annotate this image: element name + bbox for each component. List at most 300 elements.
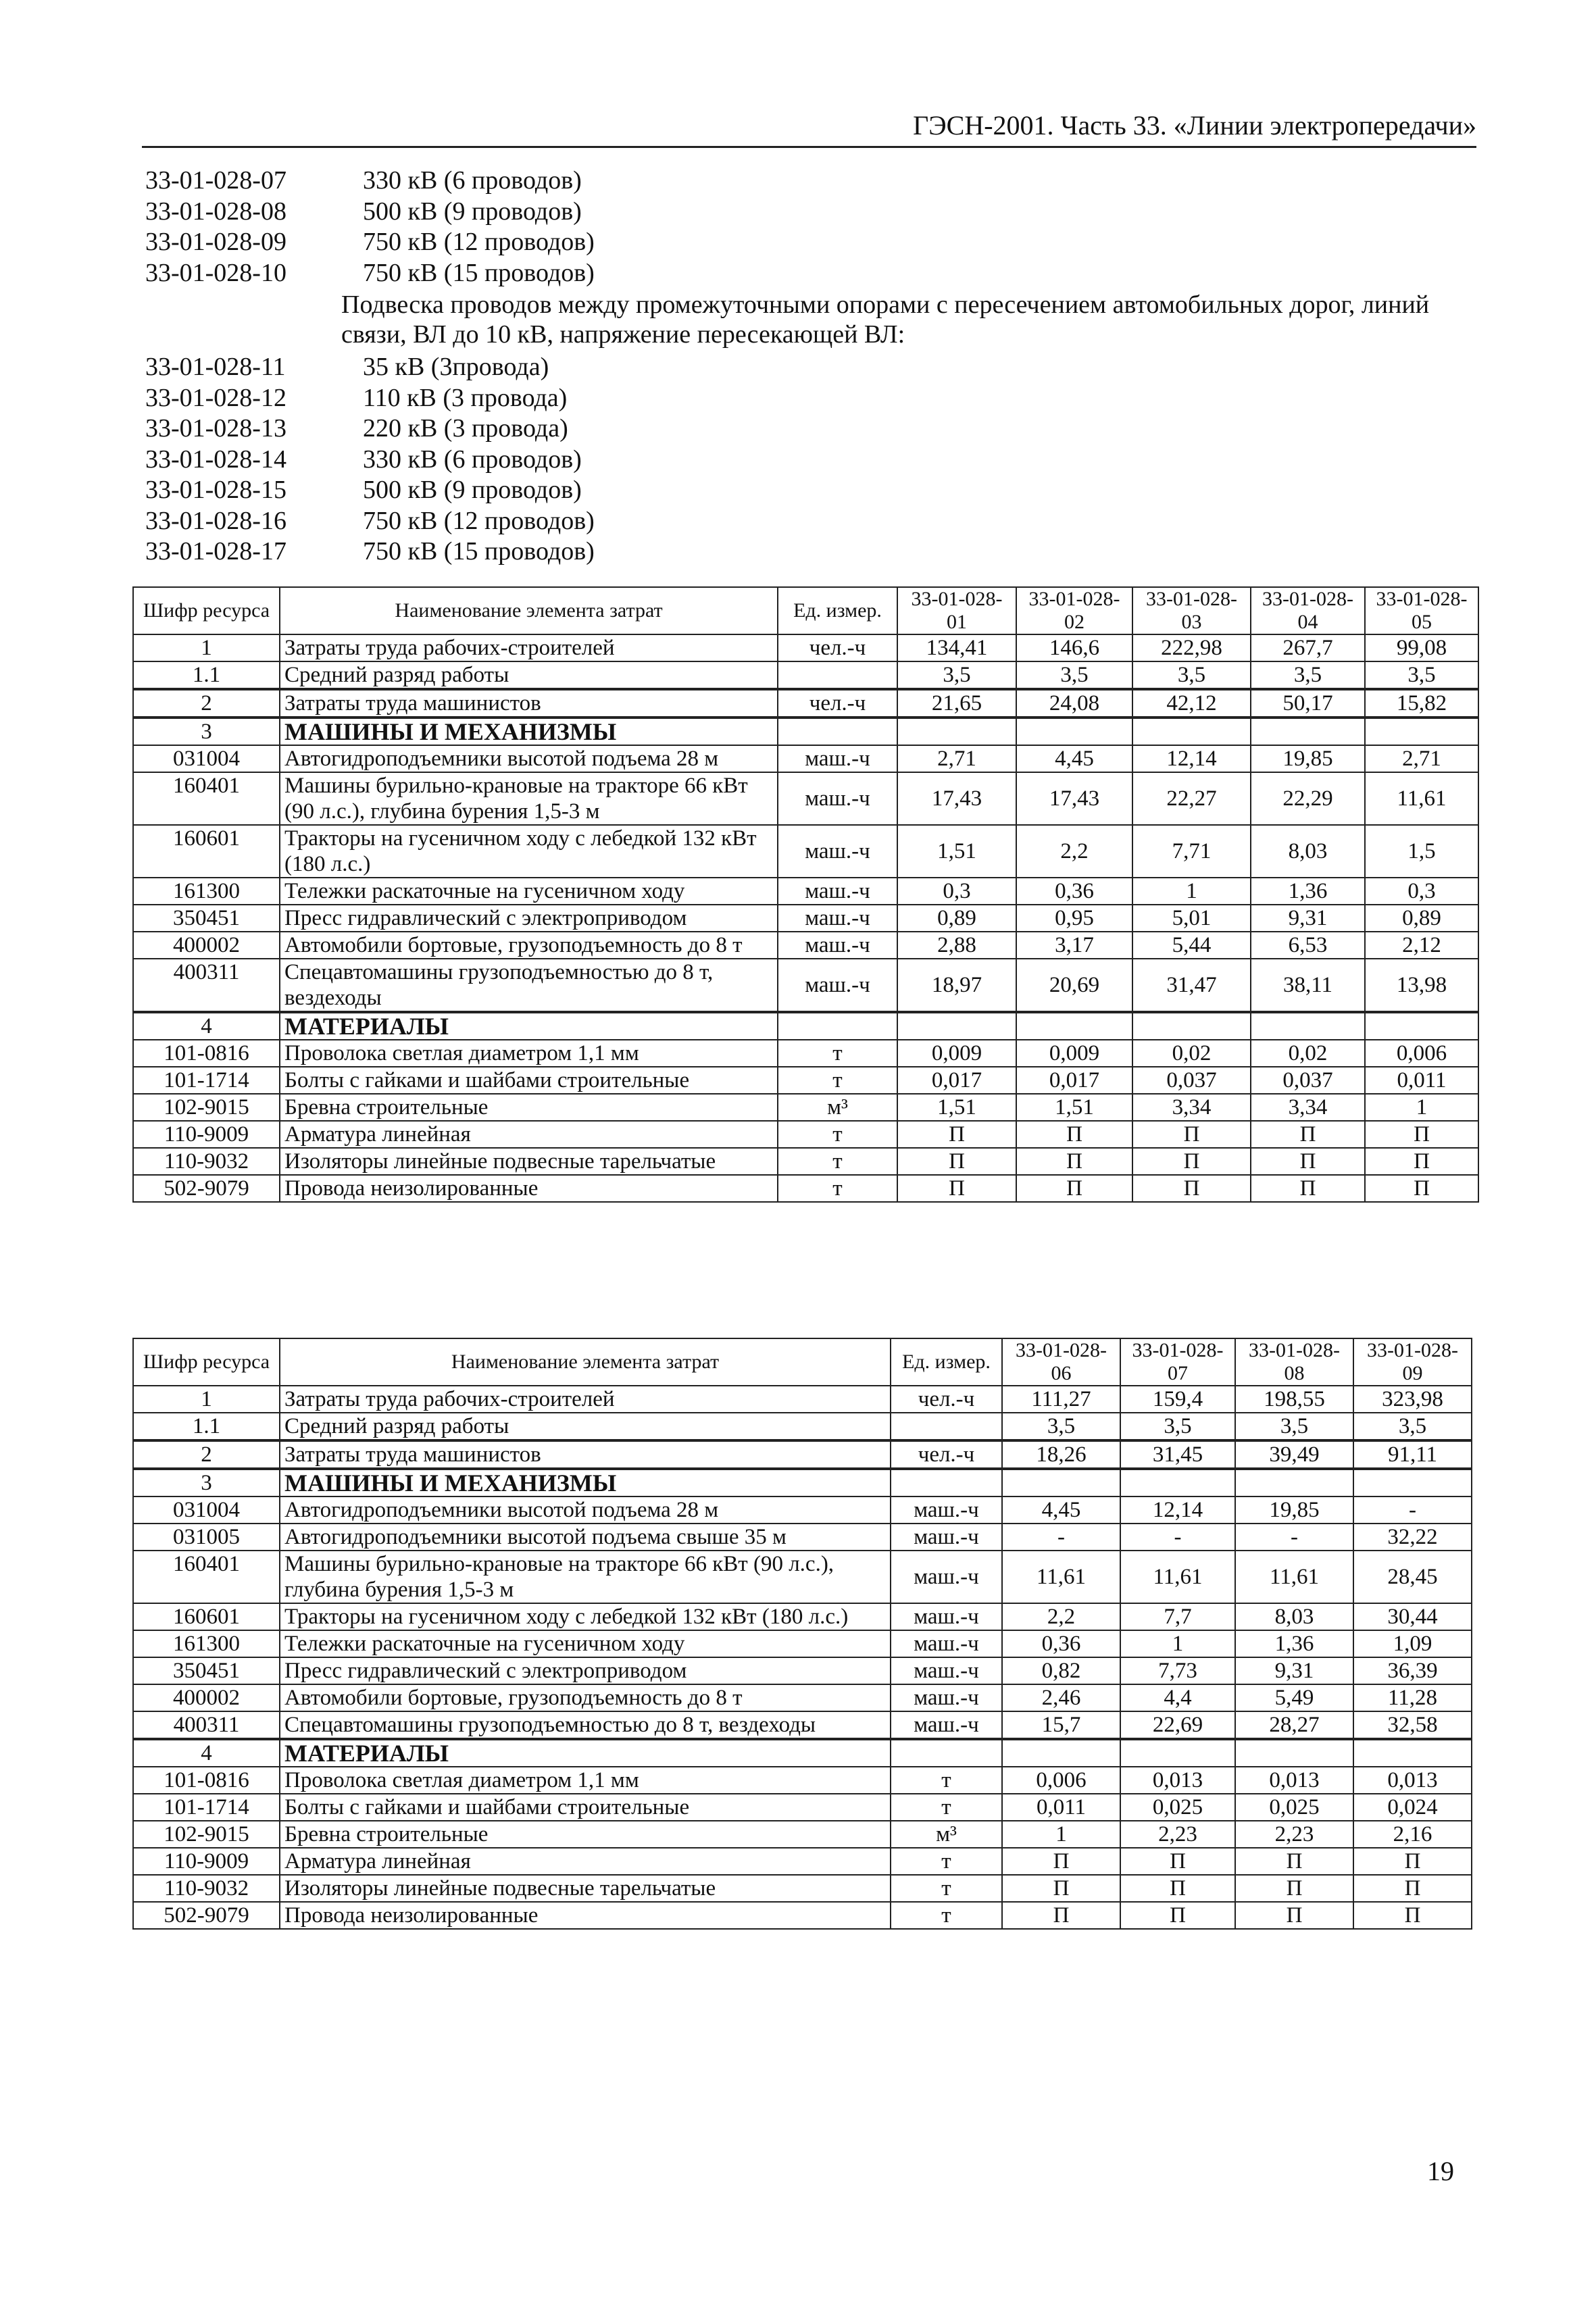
value-cell: П: [1365, 1148, 1478, 1175]
unit: маш.-ч: [778, 878, 897, 905]
resource-code: 160401: [133, 772, 280, 825]
value-cell: 0,02: [1132, 1040, 1251, 1067]
code-row: [145, 445, 1470, 476]
code-description: 35 кВ (3провода): [363, 353, 549, 381]
element-name: Машины бурильно-крановые на тракторе 66 кВт (90 л.с.), глубина бурения 1,5-3 м: [280, 1551, 891, 1603]
value-cell: 0,037: [1132, 1067, 1251, 1094]
value-cell: 4,45: [1002, 1496, 1120, 1524]
table-row: [133, 1440, 1472, 1469]
section-row: [133, 1469, 1472, 1496]
value-cell: 17,43: [897, 772, 1016, 825]
value-cell: 0,025: [1235, 1794, 1353, 1821]
value-cell: 3,17: [1016, 932, 1132, 959]
code-number: 33-01-028-07: [145, 166, 286, 195]
value-cell: 15,82: [1365, 689, 1478, 718]
value-cell: 22,29: [1251, 772, 1365, 825]
resource-code: 110-9032: [133, 1148, 280, 1175]
value-cell: [897, 718, 1016, 745]
table-row: [133, 1121, 1478, 1148]
code-description: 110 кВ (3 провода): [363, 383, 568, 412]
value-cell: 5,44: [1132, 932, 1251, 959]
value-cell: 22,69: [1120, 1711, 1235, 1739]
value-cell: 267,7: [1251, 634, 1365, 661]
value-cell: 4,4: [1120, 1684, 1235, 1711]
value-cell: [1353, 1469, 1472, 1496]
value-cell: П: [1235, 1848, 1353, 1875]
table-row: [133, 1067, 1478, 1094]
element-name: Бревна строительные: [280, 1094, 778, 1121]
value-cell: 1,09: [1353, 1630, 1472, 1657]
code-row: [145, 258, 1470, 289]
value-cell: 7,71: [1132, 825, 1251, 878]
value-cell: 2,23: [1120, 1821, 1235, 1848]
value-cell: П: [1132, 1148, 1251, 1175]
value-cell: 0,017: [1016, 1067, 1132, 1094]
header-row: [133, 1338, 1472, 1386]
element-name: МАТЕРИАЛЫ: [280, 1739, 891, 1767]
value-cell: П: [1002, 1848, 1120, 1875]
unit: м³: [778, 1094, 897, 1121]
code-number: 33-01-028-16: [145, 506, 286, 535]
value-cell: 0,013: [1120, 1767, 1235, 1794]
element-name: Арматура линейная: [280, 1121, 778, 1148]
value-cell: 0,037: [1251, 1067, 1365, 1094]
value-cell: 2,46: [1002, 1684, 1120, 1711]
table-row: [133, 1148, 1478, 1175]
value-cell: 2,71: [1365, 745, 1478, 772]
element-name: МАТЕРИАЛЫ: [280, 1012, 778, 1040]
value-cell: 3,5: [1120, 1413, 1235, 1440]
unit: маш.-ч: [778, 932, 897, 959]
table-row: [133, 1875, 1472, 1902]
value-cell: 50,17: [1251, 689, 1365, 718]
resource-code: 110-9009: [133, 1121, 280, 1148]
value-cell: 24,08: [1016, 689, 1132, 718]
unit: [891, 1469, 1002, 1496]
unit: маш.-ч: [891, 1551, 1002, 1603]
value-cell: 5,01: [1132, 905, 1251, 932]
element-name: Затраты труда машинистов: [280, 689, 778, 718]
value-cell: 0,89: [1365, 905, 1478, 932]
value-cell: 22,27: [1132, 772, 1251, 825]
element-name: Провода неизолированные: [280, 1902, 891, 1929]
table-row: [133, 1902, 1472, 1929]
unit: чел.-ч: [778, 689, 897, 718]
intro-text: Подвеска проводов между промежуточными опорами с пересечением автомобильных дорог, линий связи, ВЛ до 10 кВ, напряжение пересекающей ВЛ:: [341, 291, 1430, 349]
code-description: 750 кВ (15 проводов): [363, 537, 595, 565]
value-cell: 0,3: [1365, 878, 1478, 905]
table-row: [133, 1524, 1472, 1551]
value-cell: [1002, 1739, 1120, 1767]
code-row: [145, 166, 1470, 197]
value-cell: 0,006: [1365, 1040, 1478, 1067]
value-cell: 0,36: [1002, 1630, 1120, 1657]
value-cell: П: [897, 1148, 1016, 1175]
value-cell: 2,23: [1235, 1821, 1353, 1848]
element-name: МАШИНЫ И МЕХАНИЗМЫ: [280, 718, 778, 745]
value-cell: [1016, 718, 1132, 745]
value-cell: П: [1251, 1175, 1365, 1202]
value-cell: 3,5: [1365, 661, 1478, 689]
resource-code: 350451: [133, 1657, 280, 1684]
header-column-code: 33-01-028-05: [1365, 587, 1478, 634]
value-cell: 91,11: [1353, 1440, 1472, 1469]
value-cell: 0,013: [1353, 1767, 1472, 1794]
value-cell: П: [1016, 1175, 1132, 1202]
table-row: [133, 745, 1478, 772]
table-row: [133, 878, 1478, 905]
value-cell: П: [1120, 1902, 1235, 1929]
value-cell: 2,88: [897, 932, 1016, 959]
code-description: 330 кВ (6 проводов): [363, 166, 582, 195]
unit: т: [891, 1848, 1002, 1875]
value-cell: 3,5: [1002, 1413, 1120, 1440]
value-cell: 7,7: [1120, 1603, 1235, 1630]
value-cell: П: [1235, 1875, 1353, 1902]
value-cell: 0,009: [897, 1040, 1016, 1067]
value-cell: 323,98: [1353, 1386, 1472, 1413]
resource-code: 161300: [133, 1630, 280, 1657]
table-row: [133, 1496, 1472, 1524]
code-description: 750 кВ (12 проводов): [363, 228, 595, 256]
value-cell: 15,7: [1002, 1711, 1120, 1739]
value-cell: П: [1353, 1848, 1472, 1875]
value-cell: 18,26: [1002, 1440, 1120, 1469]
unit: маш.-ч: [891, 1496, 1002, 1524]
value-cell: 2,2: [1016, 825, 1132, 878]
value-cell: П: [1235, 1902, 1353, 1929]
unit: [891, 1739, 1002, 1767]
element-name: Изоляторы линейные подвесные тарельчатые: [280, 1875, 891, 1902]
unit: маш.-ч: [891, 1603, 1002, 1630]
value-cell: 4,45: [1016, 745, 1132, 772]
section-row: [133, 1012, 1478, 1040]
value-cell: 18,97: [897, 959, 1016, 1012]
resource-code: 2: [133, 689, 280, 718]
value-cell: [1235, 1469, 1353, 1496]
value-cell: П: [1120, 1848, 1235, 1875]
resource-code: 101-1714: [133, 1794, 280, 1821]
value-cell: 159,4: [1120, 1386, 1235, 1413]
table-row: [133, 1603, 1472, 1630]
value-cell: [1016, 1012, 1132, 1040]
resource-code: 031005: [133, 1524, 280, 1551]
unit: маш.-ч: [891, 1524, 1002, 1551]
header-title: ГЭСН-2001. Часть 33. «Линии электропередачи»: [913, 110, 1476, 141]
running-header: [142, 107, 1476, 148]
value-cell: [1120, 1739, 1235, 1767]
value-cell: 2,2: [1002, 1603, 1120, 1630]
value-cell: 38,11: [1251, 959, 1365, 1012]
value-cell: -: [1002, 1524, 1120, 1551]
value-cell: 8,03: [1251, 825, 1365, 878]
unit: маш.-ч: [778, 825, 897, 878]
header-column-code: 33-01-028-09: [1353, 1338, 1472, 1386]
value-cell: 134,41: [897, 634, 1016, 661]
unit: т: [778, 1148, 897, 1175]
value-cell: 20,69: [1016, 959, 1132, 1012]
value-cell: 3,5: [1235, 1413, 1353, 1440]
value-cell: 99,08: [1365, 634, 1478, 661]
value-cell: [1353, 1739, 1472, 1767]
table-row: [133, 905, 1478, 932]
value-cell: [1120, 1469, 1235, 1496]
resource-code: 1: [133, 1386, 280, 1413]
value-cell: 19,85: [1235, 1496, 1353, 1524]
unit: чел.-ч: [778, 634, 897, 661]
value-cell: 146,6: [1016, 634, 1132, 661]
value-cell: 32,22: [1353, 1524, 1472, 1551]
value-cell: 3,5: [1251, 661, 1365, 689]
table-row: [133, 689, 1478, 718]
value-cell: 3,5: [1353, 1413, 1472, 1440]
value-cell: 3,5: [1132, 661, 1251, 689]
value-cell: 0,009: [1016, 1040, 1132, 1067]
unit: маш.-ч: [891, 1711, 1002, 1739]
value-cell: 0,006: [1002, 1767, 1120, 1794]
unit: т: [891, 1875, 1002, 1902]
unit: маш.-ч: [778, 772, 897, 825]
resource-table-2: [132, 1338, 1472, 1930]
value-cell: 11,61: [1120, 1551, 1235, 1603]
value-cell: 0,025: [1120, 1794, 1235, 1821]
unit: чел.-ч: [891, 1440, 1002, 1469]
value-cell: [1365, 718, 1478, 745]
unit: т: [778, 1067, 897, 1094]
value-cell: 12,14: [1120, 1496, 1235, 1524]
value-cell: 1,36: [1235, 1630, 1353, 1657]
code-row: [145, 352, 1470, 383]
value-cell: 0,82: [1002, 1657, 1120, 1684]
element-name: Автогидроподъемники высотой подъема 28 м: [280, 1496, 891, 1524]
element-name: Спецавтомашины грузоподъемностью до 8 т, вездеходы: [280, 959, 778, 1012]
code-number: 33-01-028-08: [145, 197, 286, 226]
unit: [778, 718, 897, 745]
resource-code: 400002: [133, 1684, 280, 1711]
header-column-code: 33-01-028-04: [1251, 587, 1365, 634]
header-column-code: 33-01-028-02: [1016, 587, 1132, 634]
resource-code: 1.1: [133, 661, 280, 689]
value-cell: 0,02: [1251, 1040, 1365, 1067]
value-cell: П: [897, 1121, 1016, 1148]
element-name: Провода неизолированные: [280, 1175, 778, 1202]
element-name: Машины бурильно-крановые на тракторе 66 кВт (90 л.с.), глубина бурения 1,5-3 м: [280, 772, 778, 825]
element-name: Средний разряд работы: [280, 661, 778, 689]
element-name: Автогидроподъемники высотой подъема 28 м: [280, 745, 778, 772]
header-cipher: Шифр ресурса: [133, 1338, 280, 1386]
resource-code: 160601: [133, 825, 280, 878]
unit: маш.-ч: [891, 1657, 1002, 1684]
value-cell: [897, 1012, 1016, 1040]
resource-code: 3: [133, 718, 280, 745]
resource-code: 031004: [133, 1496, 280, 1524]
resource-code: 102-9015: [133, 1094, 280, 1121]
element-name: Спецавтомашины грузоподъемностью до 8 т, вездеходы: [280, 1711, 891, 1739]
value-cell: 1,36: [1251, 878, 1365, 905]
value-cell: 11,61: [1235, 1551, 1353, 1603]
code-row: [145, 536, 1470, 568]
element-name: Средний разряд работы: [280, 1413, 891, 1440]
value-cell: 1,51: [1016, 1094, 1132, 1121]
resource-code: 1: [133, 634, 280, 661]
resource-code: 2: [133, 1440, 280, 1469]
value-cell: 0,013: [1235, 1767, 1353, 1794]
resource-code: 161300: [133, 878, 280, 905]
value-cell: П: [1251, 1148, 1365, 1175]
value-cell: 0,95: [1016, 905, 1132, 932]
value-cell: [1132, 1012, 1251, 1040]
element-name: Автогидроподъемники высотой подъема свыше 35 м: [280, 1524, 891, 1551]
value-cell: 3,5: [897, 661, 1016, 689]
header-name: Наименование элемента затрат: [280, 587, 778, 634]
resource-code: 160401: [133, 1551, 280, 1603]
value-cell: 7,73: [1120, 1657, 1235, 1684]
code-description: 220 кВ (3 провода): [363, 414, 568, 443]
resource-table-1: [132, 586, 1479, 1203]
unit: [778, 1012, 897, 1040]
element-name: Бревна строительные: [280, 1821, 891, 1848]
element-name: Затраты труда рабочих-строителей: [280, 1386, 891, 1413]
resource-code: 110-9009: [133, 1848, 280, 1875]
unit: маш.-ч: [891, 1684, 1002, 1711]
resource-code: 502-9079: [133, 1902, 280, 1929]
value-cell: П: [1251, 1121, 1365, 1148]
element-name: Арматура линейная: [280, 1848, 891, 1875]
element-name: Затраты труда машинистов: [280, 1440, 891, 1469]
unit: т: [891, 1794, 1002, 1821]
table-row: [133, 1040, 1478, 1067]
element-name: Изоляторы линейные подвесные тарельчатые: [280, 1148, 778, 1175]
value-cell: П: [1353, 1875, 1472, 1902]
resource-code: 160601: [133, 1603, 280, 1630]
code-number: 33-01-028-12: [145, 383, 286, 412]
element-name: Затраты труда рабочих-строителей: [280, 634, 778, 661]
resource-code: 102-9015: [133, 1821, 280, 1848]
code-row: [145, 383, 1470, 414]
value-cell: -: [1120, 1524, 1235, 1551]
value-cell: П: [1016, 1121, 1132, 1148]
element-name: Болты с гайками и шайбами строительные: [280, 1067, 778, 1094]
value-cell: 1: [1132, 878, 1251, 905]
header-name: Наименование элемента затрат: [280, 1338, 891, 1386]
value-cell: 6,53: [1251, 932, 1365, 959]
code-row: [145, 197, 1470, 228]
table-row: [133, 634, 1478, 661]
table-row: [133, 825, 1478, 878]
value-cell: 9,31: [1251, 905, 1365, 932]
value-cell: 0,011: [1365, 1067, 1478, 1094]
value-cell: 28,27: [1235, 1711, 1353, 1739]
element-name: Тележки раскаточные на гусеничном ходу: [280, 878, 778, 905]
value-cell: 1,5: [1365, 825, 1478, 878]
value-cell: 11,28: [1353, 1684, 1472, 1711]
value-cell: 3,5: [1016, 661, 1132, 689]
value-cell: 1,51: [897, 1094, 1016, 1121]
element-name: Автомобили бортовые, грузоподъемность до 8 т: [280, 932, 778, 959]
table-row: [133, 1094, 1478, 1121]
value-cell: 3,34: [1132, 1094, 1251, 1121]
element-name: Автомобили бортовые, грузоподъемность до 8 т: [280, 1684, 891, 1711]
value-cell: 0,017: [897, 1067, 1016, 1094]
table-row: [133, 1794, 1472, 1821]
table-row: [133, 959, 1478, 1012]
unit: т: [778, 1175, 897, 1202]
resource-code: 3: [133, 1469, 280, 1496]
value-cell: 11,61: [1002, 1551, 1120, 1603]
value-cell: [1002, 1469, 1120, 1496]
code-row: [145, 413, 1470, 445]
value-cell: 21,65: [897, 689, 1016, 718]
value-cell: 3,34: [1251, 1094, 1365, 1121]
code-description: 750 кВ (15 проводов): [363, 258, 595, 287]
element-name: Проволока светлая диаметром 1,1 мм: [280, 1767, 891, 1794]
value-cell: 8,03: [1235, 1603, 1353, 1630]
table-row: [133, 1630, 1472, 1657]
value-cell: П: [1365, 1175, 1478, 1202]
header-column-code: 33-01-028-08: [1235, 1338, 1353, 1386]
code-row: [145, 475, 1470, 506]
value-cell: 17,43: [1016, 772, 1132, 825]
unit: маш.-ч: [778, 905, 897, 932]
unit: [778, 661, 897, 689]
section-row: [133, 718, 1478, 745]
unit: [891, 1413, 1002, 1440]
value-cell: П: [1132, 1175, 1251, 1202]
value-cell: [1132, 718, 1251, 745]
value-cell: 5,49: [1235, 1684, 1353, 1711]
code-description: 330 кВ (6 проводов): [363, 445, 582, 474]
table-row: [133, 772, 1478, 825]
table-row: [133, 661, 1478, 689]
code-number: 33-01-028-15: [145, 476, 286, 504]
table-row: [133, 1821, 1472, 1848]
value-cell: П: [1365, 1121, 1478, 1148]
value-cell: П: [1132, 1121, 1251, 1148]
value-cell: 1,51: [897, 825, 1016, 878]
value-cell: 11,61: [1365, 772, 1478, 825]
value-cell: 32,58: [1353, 1711, 1472, 1739]
resource-code: 350451: [133, 905, 280, 932]
value-cell: 19,85: [1251, 745, 1365, 772]
code-description: 750 кВ (12 проводов): [363, 506, 595, 535]
resource-code: 101-0816: [133, 1040, 280, 1067]
value-cell: П: [1016, 1148, 1132, 1175]
value-cell: П: [1002, 1902, 1120, 1929]
value-cell: [1251, 1012, 1365, 1040]
table-row: [133, 1767, 1472, 1794]
table-row: [133, 1175, 1478, 1202]
value-cell: 2,16: [1353, 1821, 1472, 1848]
header-cipher: Шифр ресурса: [133, 587, 280, 634]
resource-code: 1.1: [133, 1413, 280, 1440]
unit: т: [778, 1121, 897, 1148]
resource-code: 400311: [133, 1711, 280, 1739]
value-cell: 0,36: [1016, 878, 1132, 905]
code-number: 33-01-028-13: [145, 414, 286, 443]
resource-code: 4: [133, 1012, 280, 1040]
resource-code: 031004: [133, 745, 280, 772]
resource-code: 101-0816: [133, 1767, 280, 1794]
header-column-code: 33-01-028-03: [1132, 587, 1251, 634]
section-row: [133, 1739, 1472, 1767]
table-row: [133, 1684, 1472, 1711]
table-row: [133, 1551, 1472, 1603]
header-row: [133, 587, 1478, 634]
unit: маш.-ч: [778, 745, 897, 772]
element-name: Тракторы на гусеничном ходу с лебедкой 132 кВт (180 л.с.): [280, 825, 778, 878]
value-cell: П: [1002, 1875, 1120, 1902]
value-cell: 222,98: [1132, 634, 1251, 661]
